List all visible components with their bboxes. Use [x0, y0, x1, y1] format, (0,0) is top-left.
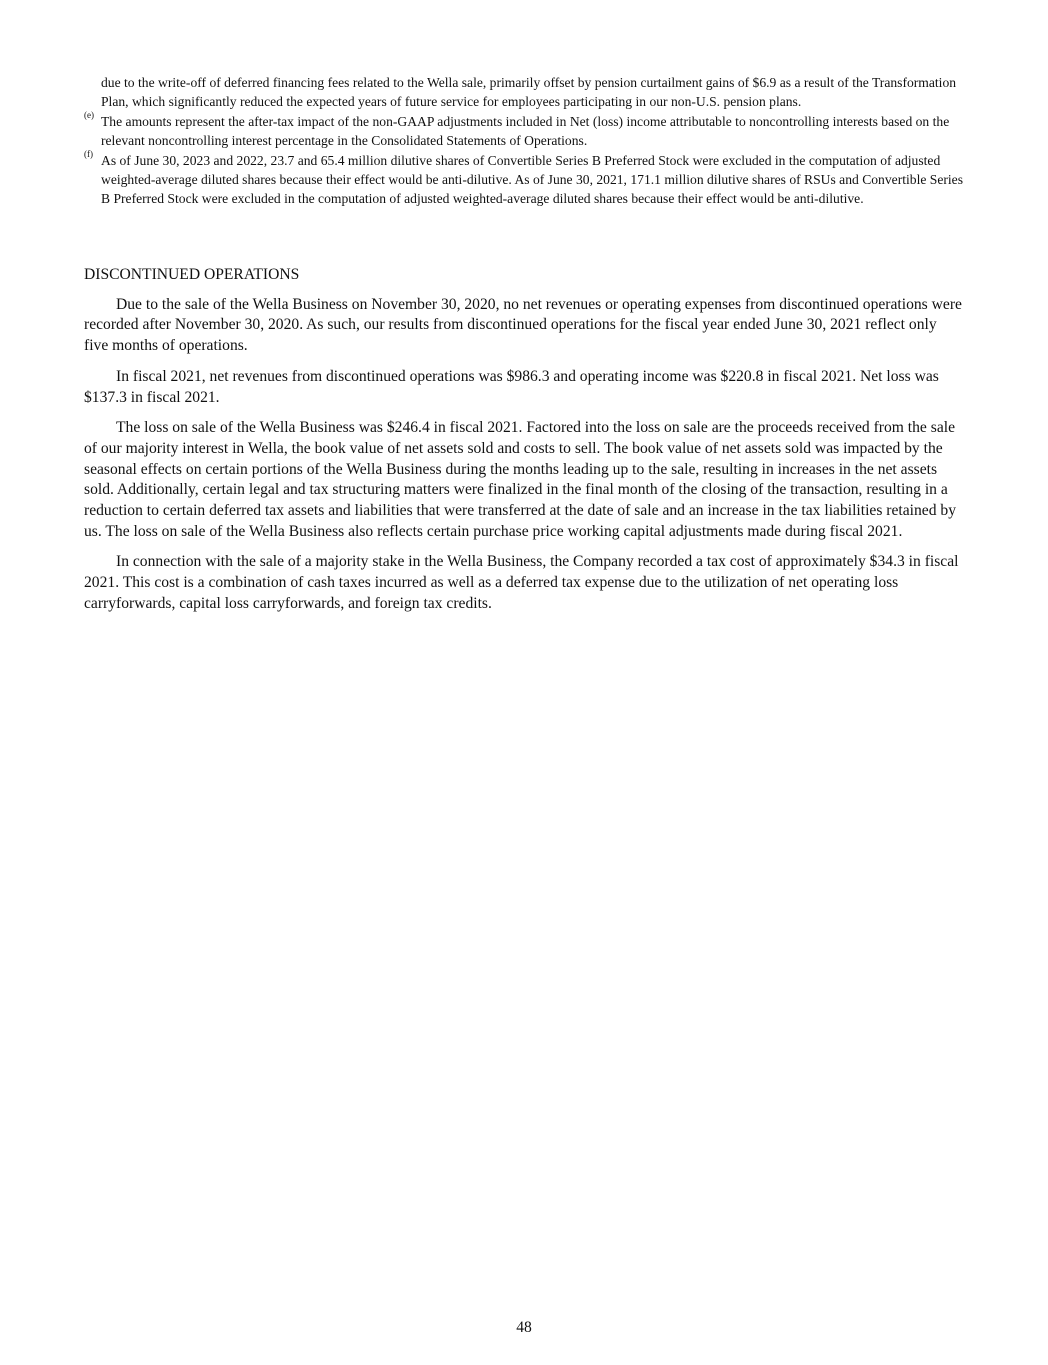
- discontinued-operations-section: [84, 265, 964, 625]
- paragraph: The loss on sale of the Wella Business was $246.4 in fiscal 2021. Factored into the loss on sale are the proceeds received from the sale of our majority interest in Wella, the book value of net assets sold and costs to sell. The book value of net assets sold was impacted by the seasonal effects on certain portions of the Wella Business during the months leading up to the sale, resulting in increases in the net assets sold. Additionally, certain legal and tax structuring matters were finalized in the final month of the closing of the transaction, resulting in a reduction to certain deferred tax assets and liabilities that were transferred at the date of sale and an increase in the tax liabilities retained by us. The loss on sale of the Wella Business also reflects certain purchase price working capital adjustments made during fiscal 2021.: [84, 419, 957, 540]
- footnote-marker: (f): [84, 149, 93, 160]
- footnote-continuation: due to the write-off of deferred financing fees related to the Wella sale, primarily offset by pension curtailment gains of $6.9 as a result of the Transformation Plan, which significantly reduced the expected years of future service for employees participating in our non-U.S. pension plans.: [101, 75, 957, 109]
- footnote-text: The amounts represent the after-tax impact of the non-GAAP adjustments included in Net (loss) income attributable to noncontrolling interests based on the relevant noncontrolling interest percentage in the Consolidated Statements of Operations.: [101, 114, 950, 148]
- section-heading: DISCONTINUED OPERATIONS: [84, 266, 300, 283]
- footnote-f: [84, 149, 964, 208]
- footnotes: [84, 74, 964, 210]
- paragraph: In connection with the sale of a majority stake in the Wella Business, the Company recorded a tax cost of approximately $34.3 in fiscal 2021. This cost is a combination of cash taxes incurred as well as a deferred tax expense due to the utilization of net operating loss carryforwards, capital loss carryforwards, and foreign tax credits.: [84, 553, 959, 612]
- footnote-text: As of June 30, 2023 and 2022, 23.7 and 65.4 million dilutive shares of Convertible Series B Preferred Stock were excluded in the computation of adjusted weighted-average diluted shares because their effect would be anti-dilutive. As of June 30, 2021, 171.1 million dilutive shares of RSUs and Convertible Series B Preferred Stock were excluded in the computation of adjusted weighted-average diluted shares because their effect would be anti-dilutive.: [101, 153, 963, 206]
- paragraph: In fiscal 2021, net revenues from discontinued operations was $986.3 and operating income was $220.8 in fiscal 2021. Net loss was $137.3 in fiscal 2021.: [84, 367, 939, 406]
- page-number: 48: [516, 1319, 532, 1336]
- footnote-e: [84, 110, 964, 150]
- footnote-marker: (e): [84, 110, 94, 121]
- paragraph: Due to the sale of the Wella Business on November 30, 2020, no net revenues or operating expenses from discontinued operations were recorded after November 30, 2020. As such, our results from discontinued operations for the fiscal year ended June 30, 2021 reflect only five months of operations.: [84, 295, 962, 355]
